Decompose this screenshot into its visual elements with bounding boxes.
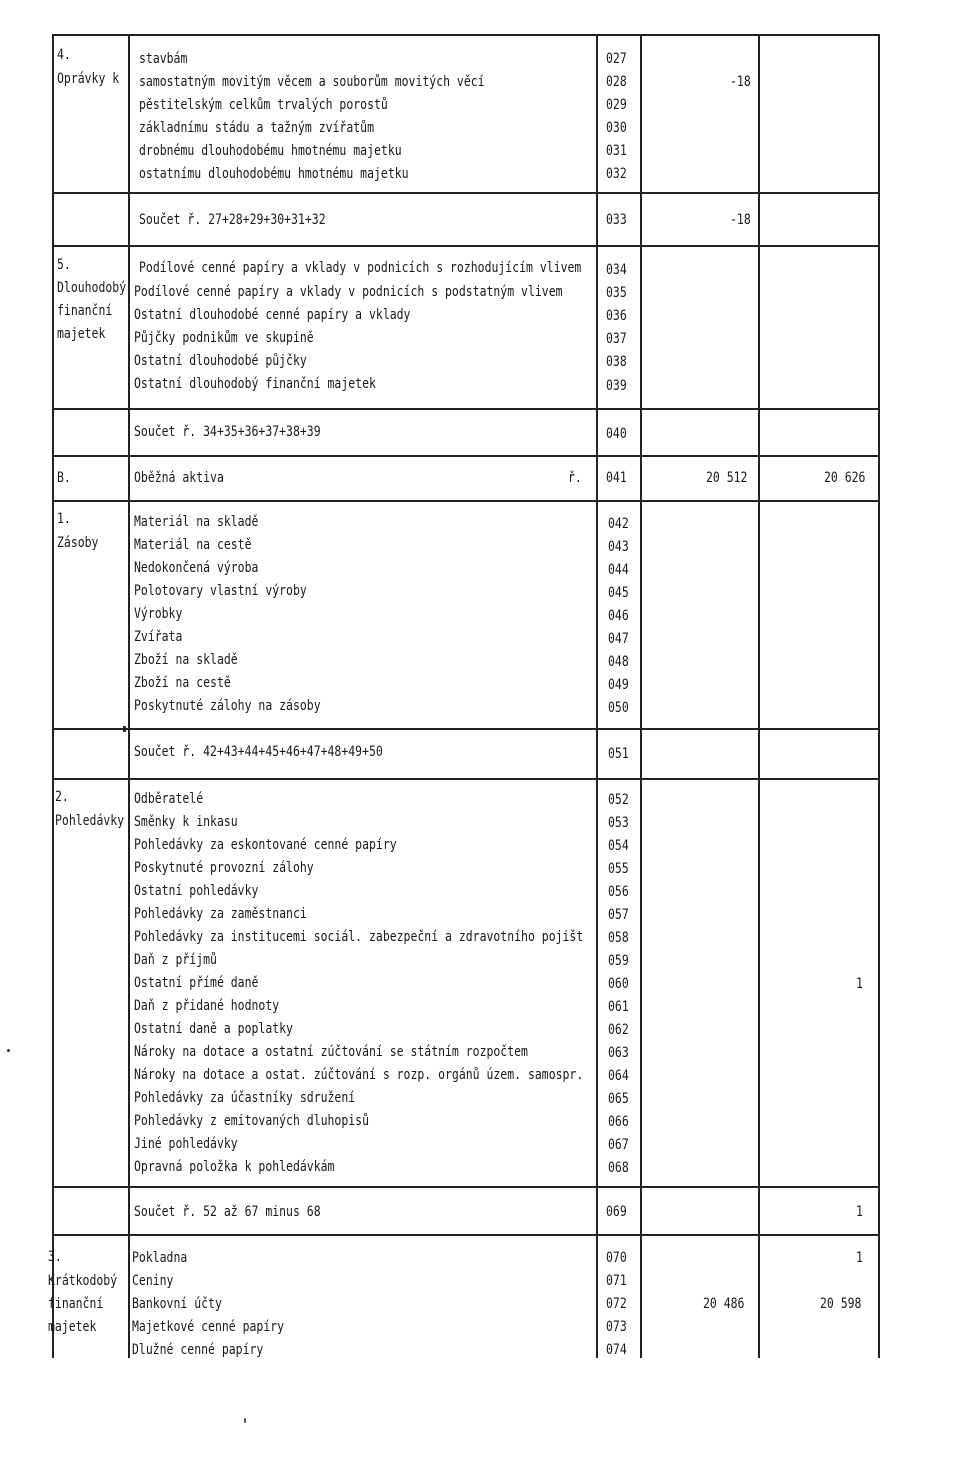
row-label: Podílové cenné papíry a vklady v podnicích s rozhodujícím vlivem — [139, 260, 582, 276]
row-code: 049 — [608, 677, 629, 693]
row-value-previous: 1 — [856, 976, 863, 992]
total-label: Součet ř. 42+43+44+45+46+47+48+49+50 — [134, 744, 383, 760]
row-label: Zvířata — [134, 629, 183, 645]
row-label: ostatnímu dlouhodobému hmotnému majetku — [139, 166, 409, 182]
row-code: 066 — [608, 1114, 629, 1130]
row-code: 048 — [608, 654, 629, 670]
total-label: Součet ř. 34+35+36+37+38+39 — [134, 424, 321, 440]
row-code: 047 — [608, 631, 629, 647]
row-code: 062 — [608, 1022, 629, 1038]
row-label: Nároky na dotace a ostat. zúčtování s rozp. orgánů územ. samospr. — [134, 1067, 584, 1083]
separator-before-a5-total — [52, 408, 880, 410]
group-label: 4. — [57, 47, 71, 63]
group-label: majetek — [48, 1319, 97, 1335]
row-code: 036 — [606, 308, 627, 324]
row-code: 029 — [606, 97, 627, 113]
row-label: Daň z přidané hodnoty — [134, 998, 280, 1014]
row-label: drobnému dlouhodobému hmotnému majetku — [139, 143, 402, 159]
total-label: Součet ř. 27+28+29+30+31+32 — [139, 212, 326, 228]
column-divider-label — [596, 34, 598, 1358]
total-code: 051 — [608, 746, 629, 762]
row-code: 072 — [606, 1296, 627, 1312]
row-label: Zboží na cestě — [134, 675, 231, 691]
row-code: 057 — [608, 907, 629, 923]
row-value-current: -18 — [730, 74, 751, 90]
group-label: majetek — [57, 326, 106, 342]
row-label: základnímu stádu a tažným zvířatům — [139, 120, 374, 136]
row-code: 041 — [606, 470, 627, 486]
row-code: 028 — [606, 74, 627, 90]
row-code: 063 — [608, 1045, 629, 1061]
row-label: Polotovary vlastní výroby — [134, 583, 307, 599]
row-code: 074 — [606, 1342, 627, 1358]
row-code: 071 — [606, 1273, 627, 1289]
column-divider-group — [128, 34, 130, 1358]
row-label: Oběžná aktiva — [134, 470, 224, 486]
table-right-border — [878, 34, 880, 1358]
row-code: 067 — [608, 1137, 629, 1153]
total-label: Součet ř. 52 až 67 minus 68 — [134, 1204, 321, 1220]
table-top-border — [52, 34, 880, 36]
row-label: Majetkové cenné papíry — [132, 1319, 285, 1335]
total-value-previous: 1 — [856, 1204, 863, 1220]
group-label: Oprávky k — [57, 71, 120, 87]
row-code: 050 — [608, 700, 629, 716]
row-label: Poskytnuté provozní zálohy — [134, 860, 314, 876]
total-code: 069 — [606, 1204, 627, 1220]
column-divider-code — [640, 34, 642, 1358]
row-label: Nedokončená výroba — [134, 560, 259, 576]
row-label: Daň z příjmů — [134, 952, 217, 968]
scan-speck — [123, 726, 126, 732]
row-value-current: 20 486 — [703, 1296, 745, 1312]
row-label: Půjčky podnikům ve skupině — [134, 330, 314, 346]
row-label: Výrobky — [134, 606, 183, 622]
row-label: stavbám — [139, 51, 188, 67]
group-label: Dlouhodobý — [57, 280, 127, 296]
separator-after-b1-total — [52, 778, 880, 780]
row-code: 056 — [608, 884, 629, 900]
separator-after-b2-total — [52, 1234, 880, 1236]
total-code: 040 — [606, 426, 627, 442]
column-divider-value1 — [758, 34, 760, 1358]
row-label: Jiné pohledávky — [134, 1136, 238, 1152]
row-label: Ostatní pohledávky — [134, 883, 259, 899]
row-code: 046 — [608, 608, 629, 624]
row-label: Pohledávky z emitovaných dluhopisů — [134, 1113, 369, 1129]
row-label: Pokladna — [132, 1250, 188, 1266]
row-label: Materiál na skladě — [134, 514, 259, 530]
group-label: finanční — [48, 1296, 104, 1312]
group-label: Pohledávky — [55, 813, 125, 829]
row-code: 027 — [606, 51, 627, 67]
scan-speck — [7, 1049, 10, 1052]
row-label: Pohledávky za institucemi sociál. zabezpeční a zdravotního pojišt — [134, 929, 584, 945]
separator-after-a4-total — [52, 245, 880, 247]
row-code: 030 — [606, 120, 627, 136]
row-code: 059 — [608, 953, 629, 969]
row-label: Materiál na cestě — [134, 537, 252, 553]
row-suffix: ř. — [568, 470, 582, 486]
separator-after-a5-total — [52, 455, 880, 457]
scan-speck — [244, 1418, 246, 1423]
group-label: Zásoby — [57, 535, 99, 551]
row-code: 045 — [608, 585, 629, 601]
row-code: 037 — [606, 331, 627, 347]
row-label: Poskytnuté zálohy na zásoby — [134, 698, 321, 714]
row-label: Zboží na skladě — [134, 652, 238, 668]
row-label: Ostatní přímé daně — [134, 975, 259, 991]
row-code: 070 — [606, 1250, 627, 1266]
row-code: 073 — [606, 1319, 627, 1335]
row-code: 055 — [608, 861, 629, 877]
row-label: Ceniny — [132, 1273, 174, 1289]
row-code: 052 — [608, 792, 629, 808]
row-code: 044 — [608, 562, 629, 578]
group-label: finanční — [57, 303, 113, 319]
group-label: 5. — [57, 257, 71, 273]
group-label: B. — [57, 470, 71, 486]
row-label: Bankovní účty — [132, 1296, 222, 1312]
row-code: 034 — [606, 262, 627, 278]
separator-before-b1-total — [52, 728, 880, 730]
row-label: Pohledávky za eskontované cenné papíry — [134, 837, 397, 853]
row-code: 039 — [606, 378, 627, 394]
row-value-previous: 20 598 — [820, 1296, 862, 1312]
group-label: 3. — [48, 1249, 62, 1265]
separator-before-b2-total — [52, 1186, 880, 1188]
row-code: 032 — [606, 166, 627, 182]
total-code: 033 — [606, 212, 627, 228]
group-label: 2. — [55, 789, 69, 805]
table-left-border — [52, 34, 54, 1358]
row-label: Opravná položka k pohledávkám — [134, 1159, 335, 1175]
row-label: Dlužné cenné papíry — [132, 1342, 264, 1358]
row-label: pěstitelským celkům trvalých porostů — [139, 97, 388, 113]
row-code: 043 — [608, 539, 629, 555]
row-label: samostatným movitým věcem a souborům movitých věcí — [139, 74, 485, 90]
row-value-previous: 1 — [856, 1250, 863, 1266]
row-code: 053 — [608, 815, 629, 831]
row-label: Směnky k inkasu — [134, 814, 238, 830]
row-code: 054 — [608, 838, 629, 854]
separator-before-a4-total — [52, 192, 880, 194]
total-value-current: -18 — [730, 212, 751, 228]
row-label: Odběratelé — [134, 791, 204, 807]
row-value-current: 20 512 — [706, 470, 748, 486]
row-code: 061 — [608, 999, 629, 1015]
row-code: 068 — [608, 1160, 629, 1176]
row-label: Ostatní daně a poplatky — [134, 1021, 293, 1037]
row-code: 065 — [608, 1091, 629, 1107]
row-label: Ostatní dlouhodobé půjčky — [134, 353, 307, 369]
group-label: 1. — [57, 511, 71, 527]
row-code: 035 — [606, 285, 627, 301]
row-label: Ostatní dlouhodobé cenné papíry a vklady — [134, 307, 411, 323]
row-label: Nároky na dotace a ostatní zúčtování se státním rozpočtem — [134, 1044, 528, 1060]
group-label: Krátkodobý — [48, 1273, 118, 1289]
row-code: 058 — [608, 930, 629, 946]
row-label: Pohledávky za účastníky sdružení — [134, 1090, 356, 1106]
separator-after-b-row — [52, 500, 880, 502]
row-label: Pohledávky za zaměstnanci — [134, 906, 307, 922]
row-value-previous: 20 626 — [824, 470, 866, 486]
row-label: Ostatní dlouhodobý finanční majetek — [134, 376, 376, 392]
row-code: 042 — [608, 516, 629, 532]
row-code: 060 — [608, 976, 629, 992]
row-label: Podílové cenné papíry a vklady v podnicích s podstatným vlivem — [134, 284, 563, 300]
row-code: 038 — [606, 354, 627, 370]
row-code: 031 — [606, 143, 627, 159]
row-code: 064 — [608, 1068, 629, 1084]
